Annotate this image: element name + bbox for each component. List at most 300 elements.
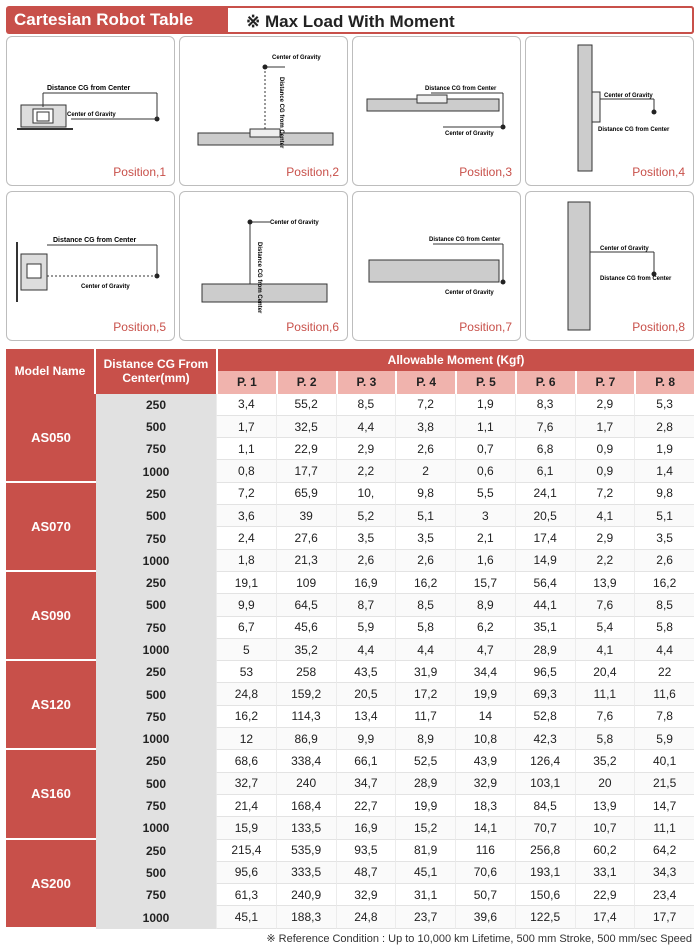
position-label: Position,8 bbox=[632, 320, 685, 334]
moment-value-cell: 9,9 bbox=[336, 728, 396, 750]
moment-value-cell: 2,9 bbox=[336, 438, 396, 460]
moment-value-cell: 116 bbox=[455, 840, 515, 862]
moment-value-cell: 15,7 bbox=[455, 572, 515, 594]
distance-cell: 1000 bbox=[96, 550, 216, 572]
moment-value-cell: 3,5 bbox=[395, 527, 455, 549]
p-header: P. 1 bbox=[216, 371, 276, 393]
moment-value-cell: 1,8 bbox=[216, 550, 276, 572]
moment-value-cell: 193,1 bbox=[515, 862, 575, 884]
distance-label: Distance CG from Center bbox=[600, 276, 672, 282]
model-name-cell: AS160 bbox=[6, 750, 96, 839]
moment-value-cell: 35,2 bbox=[575, 750, 635, 772]
moment-value-cell: 150,6 bbox=[515, 884, 575, 906]
moment-value-cell: 20,5 bbox=[336, 683, 396, 705]
distance-cell: 750 bbox=[96, 884, 216, 906]
moment-value-cell: 5,2 bbox=[336, 505, 396, 527]
moment-value-cell: 10,7 bbox=[575, 817, 635, 839]
moment-value-cell: 2,6 bbox=[634, 550, 694, 572]
moment-value-cell: 240,9 bbox=[276, 884, 336, 906]
table-row bbox=[6, 728, 694, 750]
moment-value-cell: 5,1 bbox=[634, 505, 694, 527]
table-row bbox=[6, 750, 694, 772]
moment-value-cell: 535,9 bbox=[276, 840, 336, 862]
moment-value-cell: 53 bbox=[216, 661, 276, 683]
moment-value-cell: 2,4 bbox=[216, 527, 276, 549]
moment-value-cell: 21,4 bbox=[216, 795, 276, 817]
moment-value-cell: 52,5 bbox=[395, 750, 455, 772]
moment-value-cell: 66,1 bbox=[336, 750, 396, 772]
moment-value-cell: 109 bbox=[276, 572, 336, 594]
position-8-diagram bbox=[526, 192, 694, 341]
position-7-panel bbox=[352, 191, 521, 341]
moment-value-cell: 6,2 bbox=[455, 617, 515, 639]
moment-value-cell: 114,3 bbox=[276, 706, 336, 728]
moment-value-cell: 11,7 bbox=[395, 706, 455, 728]
moment-value-cell: 8,7 bbox=[336, 594, 396, 616]
moment-value-cell: 35,2 bbox=[276, 639, 336, 661]
distance-cell: 1000 bbox=[96, 728, 216, 750]
moment-value-cell: 8,3 bbox=[515, 394, 575, 416]
distance-label: Distance CG from Center bbox=[278, 77, 284, 149]
moment-value-cell: 44,1 bbox=[515, 594, 575, 616]
moment-value-cell: 11,1 bbox=[634, 817, 694, 839]
moment-value-cell: 34,3 bbox=[634, 862, 694, 884]
p-header: P. 7 bbox=[575, 371, 635, 393]
gravity-label: Center of Gravity bbox=[81, 284, 130, 290]
moment-value-cell: 122,5 bbox=[515, 906, 575, 928]
moment-value-cell: 7,2 bbox=[216, 483, 276, 505]
moment-value-cell: 32,9 bbox=[455, 773, 515, 795]
moment-value-cell: 6,7 bbox=[216, 617, 276, 639]
moment-value-cell: 7,2 bbox=[395, 394, 455, 416]
distance-cell: 1000 bbox=[96, 906, 216, 928]
moment-value-cell: 8,5 bbox=[336, 394, 396, 416]
moment-value-cell: 8,9 bbox=[455, 594, 515, 616]
moment-value-cell: 70,7 bbox=[515, 817, 575, 839]
moment-value-cell: 11,6 bbox=[634, 683, 694, 705]
moment-value-cell: 13,4 bbox=[336, 706, 396, 728]
moment-value-cell: 4,4 bbox=[634, 639, 694, 661]
moment-value-cell: 8,5 bbox=[634, 594, 694, 616]
gravity-label: Center of Gravity bbox=[270, 220, 319, 226]
p-header: P. 4 bbox=[395, 371, 455, 393]
position-label: Position,7 bbox=[459, 320, 512, 334]
moment-value-cell: 10,8 bbox=[455, 728, 515, 750]
distance-cell: 250 bbox=[96, 840, 216, 862]
moment-value-cell: 24,1 bbox=[515, 483, 575, 505]
distance-cell: 750 bbox=[96, 795, 216, 817]
moment-value-cell: 48,7 bbox=[336, 862, 396, 884]
moment-value-cell: 14,1 bbox=[455, 817, 515, 839]
position-1-diagram bbox=[7, 37, 175, 186]
distance-label: Distance CG from Center bbox=[429, 237, 501, 243]
moment-value-cell: 0,9 bbox=[575, 460, 635, 482]
table-row bbox=[6, 394, 694, 416]
moment-value-cell: 2,6 bbox=[336, 550, 396, 572]
moment-value-cell: 2,2 bbox=[336, 460, 396, 482]
moment-value-cell: 4,4 bbox=[336, 639, 396, 661]
moment-value-cell: 7,6 bbox=[515, 416, 575, 438]
position-1-panel bbox=[6, 36, 175, 186]
moment-value-cell: 43,5 bbox=[336, 661, 396, 683]
moment-value-cell: 13,9 bbox=[575, 795, 635, 817]
table-row bbox=[6, 550, 694, 572]
moment-value-cell: 3,5 bbox=[634, 527, 694, 549]
moment-value-cell: 20 bbox=[575, 773, 635, 795]
table-row bbox=[6, 884, 694, 906]
distance-cell: 500 bbox=[96, 505, 216, 527]
table-row bbox=[6, 527, 694, 549]
p-header: P. 6 bbox=[515, 371, 575, 393]
moment-value-cell: 33,1 bbox=[575, 862, 635, 884]
distance-cell: 250 bbox=[96, 483, 216, 505]
moment-value-cell: 23,4 bbox=[634, 884, 694, 906]
moment-value-cell: 9,9 bbox=[216, 594, 276, 616]
moment-value-cell: 70,6 bbox=[455, 862, 515, 884]
moment-value-cell: 16,2 bbox=[216, 706, 276, 728]
page-header bbox=[6, 6, 694, 34]
model-name-cell: AS050 bbox=[6, 394, 96, 483]
moment-value-cell: 18,3 bbox=[455, 795, 515, 817]
distance-cell: 250 bbox=[96, 394, 216, 416]
p-header: P. 5 bbox=[455, 371, 515, 393]
moment-value-cell: 1,1 bbox=[216, 438, 276, 460]
moment-value-cell: 5,8 bbox=[395, 617, 455, 639]
moment-value-cell: 3 bbox=[455, 505, 515, 527]
table-row bbox=[6, 862, 694, 884]
table-row bbox=[6, 773, 694, 795]
moment-value-cell: 22 bbox=[634, 661, 694, 683]
moment-value-cell: 188,3 bbox=[276, 906, 336, 928]
position-7-diagram bbox=[353, 192, 521, 341]
position-4-diagram bbox=[526, 37, 694, 186]
moment-value-cell: 17,7 bbox=[634, 906, 694, 928]
moment-value-cell: 17,4 bbox=[575, 906, 635, 928]
moment-value-cell: 1,4 bbox=[634, 460, 694, 482]
model-name-cell: AS120 bbox=[6, 661, 96, 750]
moment-value-cell: 16,9 bbox=[336, 572, 396, 594]
moment-value-cell: 2,2 bbox=[575, 550, 635, 572]
moment-value-cell: 96,5 bbox=[515, 661, 575, 683]
table-body bbox=[6, 394, 694, 929]
moment-value-cell: 9,8 bbox=[634, 483, 694, 505]
moment-value-cell: 14,7 bbox=[634, 795, 694, 817]
moment-value-cell: 24,8 bbox=[216, 683, 276, 705]
moment-value-cell: 60,2 bbox=[575, 840, 635, 862]
moment-value-cell: 69,3 bbox=[515, 683, 575, 705]
moment-value-cell: 19,9 bbox=[395, 795, 455, 817]
moment-value-cell: 17,2 bbox=[395, 683, 455, 705]
moment-value-cell: 5,9 bbox=[634, 728, 694, 750]
table-row bbox=[6, 416, 694, 438]
moment-value-cell: 34,7 bbox=[336, 773, 396, 795]
col-model-header: Model Name bbox=[6, 349, 96, 394]
moment-value-cell: 333,5 bbox=[276, 862, 336, 884]
moment-value-cell: 6,1 bbox=[515, 460, 575, 482]
moment-value-cell: 168,4 bbox=[276, 795, 336, 817]
position-label: Position,1 bbox=[113, 165, 166, 179]
position-3-diagram bbox=[353, 37, 521, 186]
position-label: Position,6 bbox=[286, 320, 339, 334]
position-4-panel bbox=[525, 36, 694, 186]
moment-value-cell: 3,4 bbox=[216, 394, 276, 416]
page-subtitle: ※ Max Load With Moment bbox=[226, 6, 694, 34]
gravity-label: Center of Gravity bbox=[600, 246, 649, 252]
moment-value-cell: 2,9 bbox=[575, 394, 635, 416]
moment-value-cell: 22,9 bbox=[276, 438, 336, 460]
moment-value-cell: 240 bbox=[276, 773, 336, 795]
moment-value-cell: 45,6 bbox=[276, 617, 336, 639]
table-row bbox=[6, 840, 694, 862]
moment-value-cell: 39 bbox=[276, 505, 336, 527]
moment-value-cell: 14,9 bbox=[515, 550, 575, 572]
moment-value-cell: 7,2 bbox=[575, 483, 635, 505]
p-header: P. 3 bbox=[336, 371, 396, 393]
moment-value-cell: 23,7 bbox=[395, 906, 455, 928]
moment-value-cell: 0,6 bbox=[455, 460, 515, 482]
moment-value-cell: 64,5 bbox=[276, 594, 336, 616]
moment-value-cell: 39,6 bbox=[455, 906, 515, 928]
moment-value-cell: 5,1 bbox=[395, 505, 455, 527]
moment-value-cell: 31,9 bbox=[395, 661, 455, 683]
moment-value-cell: 95,6 bbox=[216, 862, 276, 884]
gravity-label: Center of Gravity bbox=[604, 93, 653, 99]
moment-value-cell: 215,4 bbox=[216, 840, 276, 862]
table-row bbox=[6, 460, 694, 482]
model-name-cell: AS070 bbox=[6, 483, 96, 572]
moment-value-cell: 4,4 bbox=[336, 416, 396, 438]
distance-cell: 1000 bbox=[96, 817, 216, 839]
table-row bbox=[6, 661, 694, 683]
distance-label: Distance CG from Center bbox=[598, 127, 670, 133]
col-moment-header: Allowable Moment (Kgf) bbox=[216, 349, 694, 371]
moment-value-cell: 45,1 bbox=[216, 906, 276, 928]
distance-cell: 500 bbox=[96, 416, 216, 438]
moment-value-cell: 68,6 bbox=[216, 750, 276, 772]
moment-value-cell: 1,6 bbox=[455, 550, 515, 572]
moment-value-cell: 86,9 bbox=[276, 728, 336, 750]
distance-cell: 750 bbox=[96, 617, 216, 639]
moment-value-cell: 1,7 bbox=[575, 416, 635, 438]
distance-cell: 250 bbox=[96, 572, 216, 594]
moment-value-cell: 5,3 bbox=[634, 394, 694, 416]
distance-label: Distance CG from Center bbox=[53, 237, 137, 244]
distance-cell: 500 bbox=[96, 862, 216, 884]
p-header: P. 2 bbox=[276, 371, 336, 393]
moment-value-cell: 8,5 bbox=[395, 594, 455, 616]
position-label: Position,4 bbox=[632, 165, 685, 179]
table-row bbox=[6, 906, 694, 928]
moment-value-cell: 21,5 bbox=[634, 773, 694, 795]
distance-label: Distance CG from Center bbox=[47, 85, 131, 92]
distance-cell: 750 bbox=[96, 527, 216, 549]
moment-value-cell: 19,1 bbox=[216, 572, 276, 594]
model-name-cell: AS090 bbox=[6, 572, 96, 661]
moment-value-cell: 64,2 bbox=[634, 840, 694, 862]
moment-value-cell: 55,2 bbox=[276, 394, 336, 416]
moment-value-cell: 2,6 bbox=[395, 438, 455, 460]
distance-cell: 500 bbox=[96, 683, 216, 705]
moment-value-cell: 42,3 bbox=[515, 728, 575, 750]
moment-value-cell: 84,5 bbox=[515, 795, 575, 817]
distance-cell: 750 bbox=[96, 438, 216, 460]
moment-value-cell: 9,8 bbox=[395, 483, 455, 505]
moment-value-cell: 4,1 bbox=[575, 639, 635, 661]
table-row bbox=[6, 505, 694, 527]
moment-value-cell: 5 bbox=[216, 639, 276, 661]
moment-value-cell: 2,6 bbox=[395, 550, 455, 572]
moment-value-cell: 159,2 bbox=[276, 683, 336, 705]
moment-value-cell: 14 bbox=[455, 706, 515, 728]
distance-cell: 500 bbox=[96, 594, 216, 616]
table-row bbox=[6, 438, 694, 460]
position-6-panel bbox=[179, 191, 348, 341]
moment-value-cell: 7,6 bbox=[575, 706, 635, 728]
table-row bbox=[6, 795, 694, 817]
moment-value-cell: 6,8 bbox=[515, 438, 575, 460]
moment-value-cell: 27,6 bbox=[276, 527, 336, 549]
moment-value-cell: 3,5 bbox=[336, 527, 396, 549]
distance-label: Distance CG from Center bbox=[425, 86, 497, 92]
position-label: Position,3 bbox=[459, 165, 512, 179]
moment-value-cell: 1,7 bbox=[216, 416, 276, 438]
moment-value-cell: 16,2 bbox=[395, 572, 455, 594]
moment-value-cell: 0,8 bbox=[216, 460, 276, 482]
table-row bbox=[6, 572, 694, 594]
position-8-panel bbox=[525, 191, 694, 341]
moment-value-cell: 52,8 bbox=[515, 706, 575, 728]
moment-value-cell: 22,9 bbox=[575, 884, 635, 906]
moment-value-cell: 133,5 bbox=[276, 817, 336, 839]
p-header: P. 8 bbox=[634, 371, 694, 393]
moment-value-cell: 17,7 bbox=[276, 460, 336, 482]
moment-value-cell: 15,9 bbox=[216, 817, 276, 839]
moment-value-cell: 32,9 bbox=[336, 884, 396, 906]
moment-value-cell: 32,7 bbox=[216, 773, 276, 795]
moment-table bbox=[6, 349, 694, 929]
moment-value-cell: 56,4 bbox=[515, 572, 575, 594]
position-2-panel bbox=[179, 36, 348, 186]
moment-value-cell: 28,9 bbox=[395, 773, 455, 795]
distance-cell: 1000 bbox=[96, 460, 216, 482]
moment-value-cell: 5,9 bbox=[336, 617, 396, 639]
moment-value-cell: 20,5 bbox=[515, 505, 575, 527]
moment-value-cell: 10, bbox=[336, 483, 396, 505]
moment-value-cell: 5,4 bbox=[575, 617, 635, 639]
table-row bbox=[6, 617, 694, 639]
moment-value-cell: 258 bbox=[276, 661, 336, 683]
moment-value-cell: 5,8 bbox=[575, 728, 635, 750]
footnote: ※ Reference Condition : Up to 10,000 km Lifetime, 500 mm Stroke, 500 mm/sec Speed bbox=[266, 933, 692, 945]
table-row bbox=[6, 483, 694, 505]
moment-value-cell: 17,4 bbox=[515, 527, 575, 549]
moment-value-cell: 2,9 bbox=[575, 527, 635, 549]
moment-value-cell: 43,9 bbox=[455, 750, 515, 772]
position-2-diagram bbox=[180, 37, 348, 186]
moment-value-cell: 19,9 bbox=[455, 683, 515, 705]
moment-value-cell: 20,4 bbox=[575, 661, 635, 683]
gravity-label: Center of Gravity bbox=[272, 55, 321, 61]
moment-value-cell: 16,2 bbox=[634, 572, 694, 594]
moment-value-cell: 0,9 bbox=[575, 438, 635, 460]
distance-label: Distance CG from Center bbox=[256, 242, 262, 314]
moment-value-cell: 5,5 bbox=[455, 483, 515, 505]
moment-value-cell: 34,4 bbox=[455, 661, 515, 683]
table-row bbox=[6, 817, 694, 839]
table-row bbox=[6, 639, 694, 661]
moment-value-cell: 12 bbox=[216, 728, 276, 750]
moment-value-cell: 1,1 bbox=[455, 416, 515, 438]
moment-value-cell: 4,4 bbox=[395, 639, 455, 661]
distance-cell: 1000 bbox=[96, 639, 216, 661]
moment-value-cell: 7,6 bbox=[575, 594, 635, 616]
moment-value-cell: 8,9 bbox=[395, 728, 455, 750]
moment-value-cell: 81,9 bbox=[395, 840, 455, 862]
position-label: Position,2 bbox=[286, 165, 339, 179]
moment-value-cell: 13,9 bbox=[575, 572, 635, 594]
distance-cell: 250 bbox=[96, 750, 216, 772]
moment-value-cell: 338,4 bbox=[276, 750, 336, 772]
moment-value-cell: 22,7 bbox=[336, 795, 396, 817]
moment-value-cell: 5,8 bbox=[634, 617, 694, 639]
moment-value-cell: 11,1 bbox=[575, 683, 635, 705]
moment-value-cell: 31,1 bbox=[395, 884, 455, 906]
moment-value-cell: 1,9 bbox=[634, 438, 694, 460]
moment-value-cell: 21,3 bbox=[276, 550, 336, 572]
moment-value-cell: 4,7 bbox=[455, 639, 515, 661]
model-name-cell: AS200 bbox=[6, 840, 96, 929]
position-label: Position,5 bbox=[113, 320, 166, 334]
position-6-diagram bbox=[180, 192, 348, 341]
moment-value-cell: 256,8 bbox=[515, 840, 575, 862]
table-row bbox=[6, 683, 694, 705]
moment-value-cell: 2,1 bbox=[455, 527, 515, 549]
gravity-label: Center of Gravity bbox=[67, 112, 116, 118]
distance-cell: 750 bbox=[96, 706, 216, 728]
table-row bbox=[6, 594, 694, 616]
moment-value-cell: 7,8 bbox=[634, 706, 694, 728]
position-5-panel bbox=[6, 191, 175, 341]
gravity-label: Center of Gravity bbox=[445, 131, 494, 137]
moment-value-cell: 16,9 bbox=[336, 817, 396, 839]
page-title: Cartesian Robot Table bbox=[14, 10, 194, 29]
moment-value-cell: 61,3 bbox=[216, 884, 276, 906]
moment-value-cell: 0,7 bbox=[455, 438, 515, 460]
moment-value-cell: 103,1 bbox=[515, 773, 575, 795]
moment-value-cell: 4,1 bbox=[575, 505, 635, 527]
position-3-panel bbox=[352, 36, 521, 186]
gravity-label: Center of Gravity bbox=[445, 290, 494, 296]
moment-value-cell: 45,1 bbox=[395, 862, 455, 884]
moment-value-cell: 50,7 bbox=[455, 884, 515, 906]
moment-value-cell: 35,1 bbox=[515, 617, 575, 639]
table-row bbox=[6, 706, 694, 728]
moment-value-cell: 15,2 bbox=[395, 817, 455, 839]
moment-value-cell: 32,5 bbox=[276, 416, 336, 438]
position-5-diagram bbox=[7, 192, 175, 341]
moment-value-cell: 65,9 bbox=[276, 483, 336, 505]
distance-cell: 250 bbox=[96, 661, 216, 683]
moment-value-cell: 24,8 bbox=[336, 906, 396, 928]
col-distance-header: Distance CG From Center(mm) bbox=[96, 349, 216, 394]
moment-value-cell: 1,9 bbox=[455, 394, 515, 416]
moment-value-cell: 126,4 bbox=[515, 750, 575, 772]
moment-value-cell: 93,5 bbox=[336, 840, 396, 862]
moment-value-cell: 2,8 bbox=[634, 416, 694, 438]
distance-cell: 500 bbox=[96, 773, 216, 795]
moment-value-cell: 3,6 bbox=[216, 505, 276, 527]
moment-value-cell: 3,8 bbox=[395, 416, 455, 438]
